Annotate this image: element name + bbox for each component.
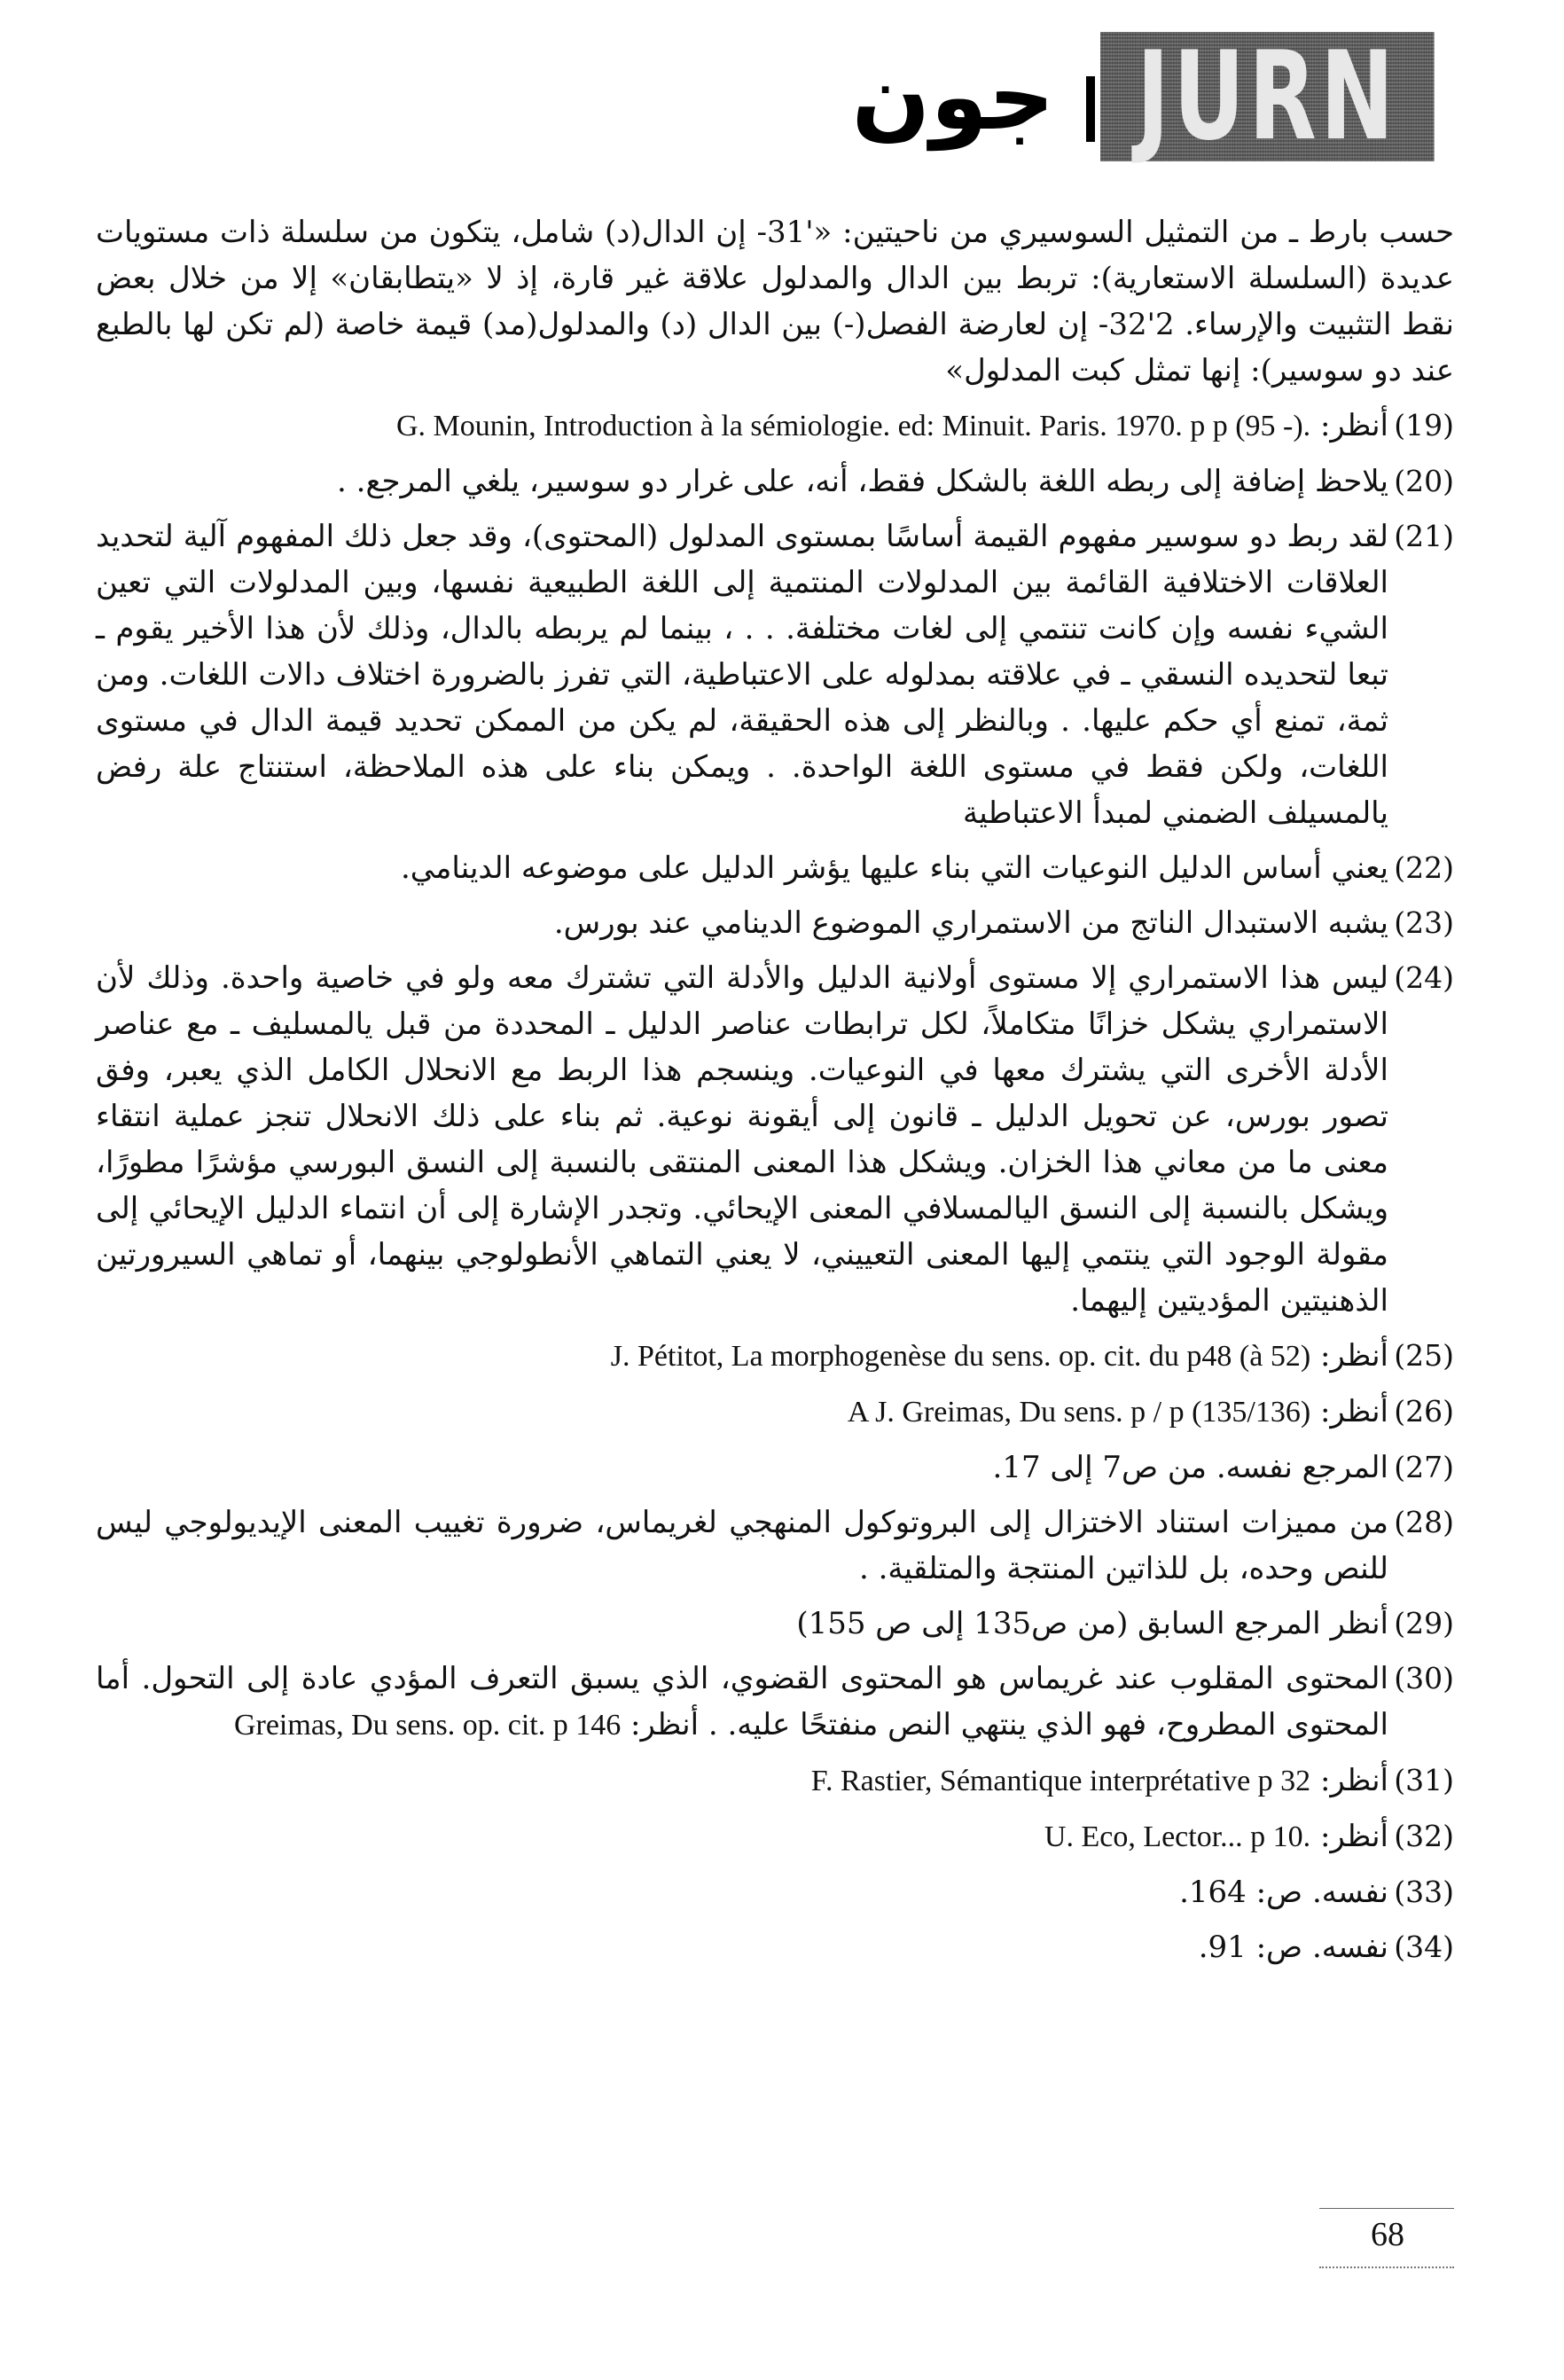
footnote-number: (31) bbox=[1394, 1763, 1454, 1797]
footnote-text: أنظر: U. Eco, Lector... p 10. bbox=[1044, 1819, 1388, 1854]
footnote-25 bbox=[96, 1333, 1454, 1380]
footnote-number: (26) bbox=[1394, 1394, 1454, 1429]
footnote-27 bbox=[96, 1444, 1454, 1491]
logo-divider-bar bbox=[1086, 76, 1095, 142]
footnote-text: لقد ربط دو سوسير مفهوم القيمة أساسًا بمستوى المدلول (المحتوى)، وقد جعل ذلك المفهوم آلية لتحديد العلاقات الاختلافية القائمة بين المدلولات المنتمية إلى اللغة الطبيعية نفسها، وبين المدلولات التي تعين الشيء نفسه وإن كانت تنتمي إلى لغات مختلفة. . . ، بينما لم يربطه بالدال، وذلك لأن هذا الأخير يقوم ـ تبعا لتحديده النسقي ـ في علاقته بمدلوله على الاعتباطية، التي تفرز بالضرورة اختلاف دالات اللغات. ومن ثمة، تمنع أي حكم عليها. . وبالنظر إلى هذه الحقيقة، لم يكن من الممكن تحديد قيمة الدال في مستوى اللغات، ولكن فقط في مستوى اللغة الواحدة. . ويمكن بناء على هذه الملاحظة، استنتاج علة رفض يالمسيلف الضمني لمبدأ الاعتباطية bbox=[96, 519, 1388, 831]
latin-logo: JURN bbox=[1100, 32, 1435, 161]
footnote-text: المحتوى المقلوب عند غريماس هو المحتوى القضوي، الذي يسبق التعرف المؤدي عادة إلى التحول. أما المحتوى المطروح، فهو الذي ينتهي النص منفتحًا عليه. . أنظر: Greimas, Du sens. op. cit. p 146 bbox=[96, 1661, 1388, 1742]
footnote-24 bbox=[96, 955, 1454, 1324]
footnote-21 bbox=[96, 513, 1454, 836]
footnote-text: يلاحظ إضافة إلى ربطه اللغة بالشكل فقط، أنه، على غرار دو سوسير، يلغي المرجع. . bbox=[337, 464, 1388, 499]
footnote-number: (30) bbox=[1394, 1661, 1454, 1695]
page-number: 68 bbox=[1371, 2216, 1404, 2253]
footnote-number: (21) bbox=[1394, 519, 1454, 553]
footnote-number: (28) bbox=[1394, 1505, 1454, 1539]
footnote-29 bbox=[96, 1601, 1454, 1647]
footnote-text: يعني أساس الدليل النوعيات التي بناء عليها يؤشر الدليل على موضوعه الدينامي. bbox=[400, 850, 1388, 886]
footnote-text: نفسه. ص: 91. bbox=[1198, 1930, 1388, 1965]
footnote-text: المرجع نفسه. من ص7 إلى 17. bbox=[992, 1450, 1388, 1485]
footnote-number: (25) bbox=[1394, 1338, 1454, 1373]
footnote-reference: U. Eco, Lector... p 10. bbox=[1044, 1820, 1311, 1853]
footnote-number: (23) bbox=[1394, 905, 1454, 940]
footnote-32 bbox=[96, 1813, 1454, 1860]
footnote-text: ليس هذا الاستمراري إلا مستوى أولانية الدليل والأدلة التي تشترك معه ولو في خاصية واحدة. وذلك لأن الاستمراري يشكل خزانًا متكاملاً، لكل ترابطات عناصر الدليل ـ المحددة من قبل يالمسليف ـ مع عناصر الأدلة الأخرى التي يشترك معها في النوعيات. وينسجم هذا الربط مع الانحلال الكامل الذي يعبر، وفق تصور بورس، عن تحويل الدليل ـ قانون إلى أيقونة نوعية. ثم بناء على ذلك الانحلال تنجز عملية انتقاء معنى ما من معاني هذا الخزان. ويشكل هذا المعنى المنتقى بالنسبة إلى النسق البورسي مؤشرًا مطورًا، ويشكل بالنسبة إلى النسق اليالمسلافي المعنى الإيحائي. وتجدر الإشارة إلى أن انتماء الدليل الإيحائي إلى مقولة الوجود التي ينتمي إليها المعنى التعييني، لا يعني التماهي الأنطولوجي بينهما، أو تماهي السيرورتين الذهنيتين المؤديتين إليهما. bbox=[96, 960, 1388, 1319]
footnote-33 bbox=[96, 1869, 1454, 1915]
footnote-number: (34) bbox=[1394, 1930, 1454, 1964]
footnote-31 bbox=[96, 1758, 1454, 1805]
arabic-logo: جون bbox=[820, 32, 1086, 161]
footnote-number: (24) bbox=[1394, 960, 1454, 995]
footnote-number: (22) bbox=[1394, 850, 1454, 885]
footnote-26 bbox=[96, 1389, 1454, 1436]
footnote-reference: A J. Greimas, Du sens. p / p (135/136) bbox=[847, 1396, 1311, 1429]
footer-dotted-rule bbox=[1319, 2266, 1454, 2268]
footnote-text: أنظر: J. Pétitot, La morphogenèse du sens. op. cit. du p48 (à 52) bbox=[610, 1338, 1388, 1374]
footnote-reference: J. Pétitot, La morphogenèse du sens. op. cit. du p48 (à 52) bbox=[610, 1340, 1311, 1373]
footnote-number: (29) bbox=[1394, 1606, 1454, 1640]
footnote-text: من مميزات استناد الاختزال إلى البروتوكول المنهجي لغريماس، ضرورة تغييب المعنى الإيديولوجي ليس للنص وحده، بل للذاتين المنتجة والمتلقية. . bbox=[96, 1505, 1388, 1586]
footnote-text: أنظر المرجع السابق (من ص135 إلى ص 155) bbox=[796, 1606, 1388, 1641]
footnote-22 bbox=[96, 845, 1454, 891]
intro-paragraph: حسب بارط ـ من التمثيل السوسيري من ناحيتين: «'31- إن الدال(د) شامل، يتكون من سلسلة ذات مستويات عديدة (السلسلة الاستعارية): تربط بين الدال والمدلول علاقة غير قارة، إذ لا «يتطابقان» إلا من خلال بعض نقط التثبيت والإرساء. 2'32- إن لعارضة الفصل(-) بين الدال (د) والمدلول(مد) قيمة خاصة (لم تكن لها بالطبع عند دو سوسير): إنها تمثل كبت المدلول» bbox=[96, 215, 1455, 388]
footnote-text: أنظر: G. Mounin, Introduction à la sémiologie. ed: Minuit. Paris. 1970. p p (95 -). bbox=[395, 408, 1388, 443]
footnote-number: (19) bbox=[1394, 408, 1454, 442]
footer-rule bbox=[1319, 2208, 1454, 2209]
footnote-34 bbox=[96, 1924, 1454, 1970]
footnote-23 bbox=[96, 900, 1454, 946]
footnote-text: يشبه الاستبدال الناتج من الاستمراري الموضوع الدينامي عند بورس. bbox=[553, 905, 1388, 941]
footnote-text: أنظر: A J. Greimas, Du sens. p / p (135/136) bbox=[847, 1394, 1388, 1429]
journal-masthead bbox=[820, 25, 1564, 168]
page-body bbox=[96, 209, 1454, 1979]
footnote-reference: Greimas, Du sens. op. cit. p 146 bbox=[233, 1709, 622, 1742]
footnote-number: (33) bbox=[1394, 1875, 1454, 1909]
footnote-text: أنظر: F. Rastier, Sémantique interprétative p 32 bbox=[810, 1763, 1388, 1798]
footnote-reference: G. Mounin, Introduction à la sémiologie. ed: Minuit. Paris. 1970. p p (95 -). bbox=[395, 410, 1311, 442]
footnote-19 bbox=[96, 403, 1454, 450]
footnote-number: (32) bbox=[1394, 1819, 1454, 1853]
footnote-text: نفسه. ص: 164. bbox=[1179, 1875, 1388, 1910]
footnote-30 bbox=[96, 1656, 1454, 1749]
footnote-reference: F. Rastier, Sémantique interprétative p 32 bbox=[810, 1765, 1311, 1797]
footnote-20 bbox=[96, 458, 1454, 505]
footnote-number: (20) bbox=[1394, 464, 1454, 498]
footnote-number: (27) bbox=[1394, 1450, 1454, 1484]
footnote-28 bbox=[96, 1499, 1454, 1592]
